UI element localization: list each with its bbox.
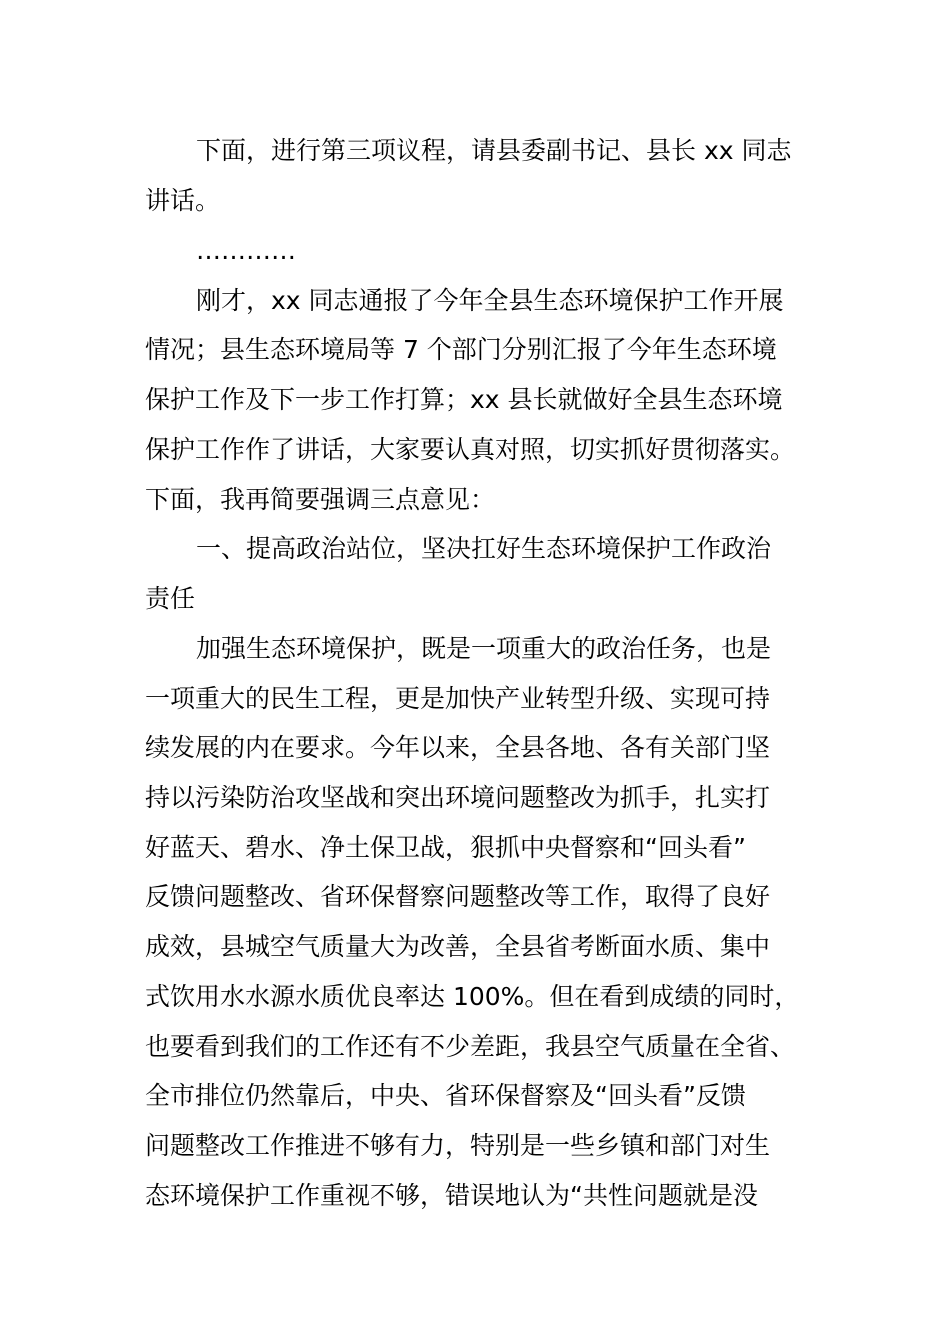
paragraph-body-line-9: 也要看到我们的工作还有不少差距，我县空气质量在全省、 bbox=[145, 1032, 796, 1061]
paragraph-body-line-11: 问题整改工作推进不够有力，特别是一些乡镇和部门对生 bbox=[145, 1131, 771, 1160]
paragraph-summary-line-2: 情况；县生态环境局等 7 个部门分别汇报了今年生态环境 bbox=[145, 335, 777, 364]
paragraph-body-line-1: 加强生态环境保护，既是一项重大的政治任务，也是 bbox=[196, 634, 772, 663]
paragraph-body-line-6: 反馈问题整改、省环保督察问题整改等工作，取得了良好 bbox=[145, 882, 771, 911]
paragraph-agenda-line-2: 讲话。 bbox=[145, 186, 221, 215]
section-heading-line-1: 一、提高政治站位，坚决扛好生态环境保护工作政治 bbox=[196, 534, 772, 563]
paragraph-body-line-10: 全市排位仍然靠后，中央、省环保督察及“回头看”反馈 bbox=[145, 1081, 746, 1110]
paragraph-body-line-7: 成效，县城空气质量大为改善，全县省考断面水质、集中 bbox=[145, 932, 771, 961]
paragraph-body-line-3: 续发展的内在要求。今年以来，全县各地、各有关部门坚 bbox=[145, 733, 771, 762]
paragraph-body-line-12: 态环境保护工作重视不够，错误地认为“共性问题就是没 bbox=[145, 1181, 758, 1210]
paragraph-body-line-2: 一项重大的民生工程，更是加快产业转型升级、实现可持 bbox=[145, 684, 771, 713]
paragraph-body-line-8: 式饮用水水源水质优良率达 100%。但在看到成绩的同时， bbox=[145, 982, 800, 1011]
paragraph-body-line-4: 持以污染防治攻坚战和突出环境问题整改为抓手，扎实打 bbox=[145, 783, 771, 812]
paragraph-agenda-line-1: 下面，进行第三项议程，请县委副书记、县长 xx 同志 bbox=[196, 136, 792, 165]
paragraph-summary-line-3: 保护工作及下一步工作打算；xx 县长就做好全县生态环境 bbox=[145, 385, 783, 414]
paragraph-summary-line-5: 下面，我再简要强调三点意见： bbox=[145, 485, 496, 514]
paragraph-body-line-5: 好蓝天、碧水、净土保卫战，狠抓中央督察和“回头看” bbox=[145, 833, 746, 862]
ellipsis-line: ………… bbox=[196, 236, 296, 265]
section-heading-line-2: 责任 bbox=[145, 584, 196, 613]
paragraph-summary-line-4: 保护工作作了讲话，大家要认真对照，切实抓好贯彻落实。 bbox=[145, 435, 796, 464]
paragraph-summary-line-1: 刚才，xx 同志通报了今年全县生态环境保护工作开展 bbox=[196, 286, 784, 315]
